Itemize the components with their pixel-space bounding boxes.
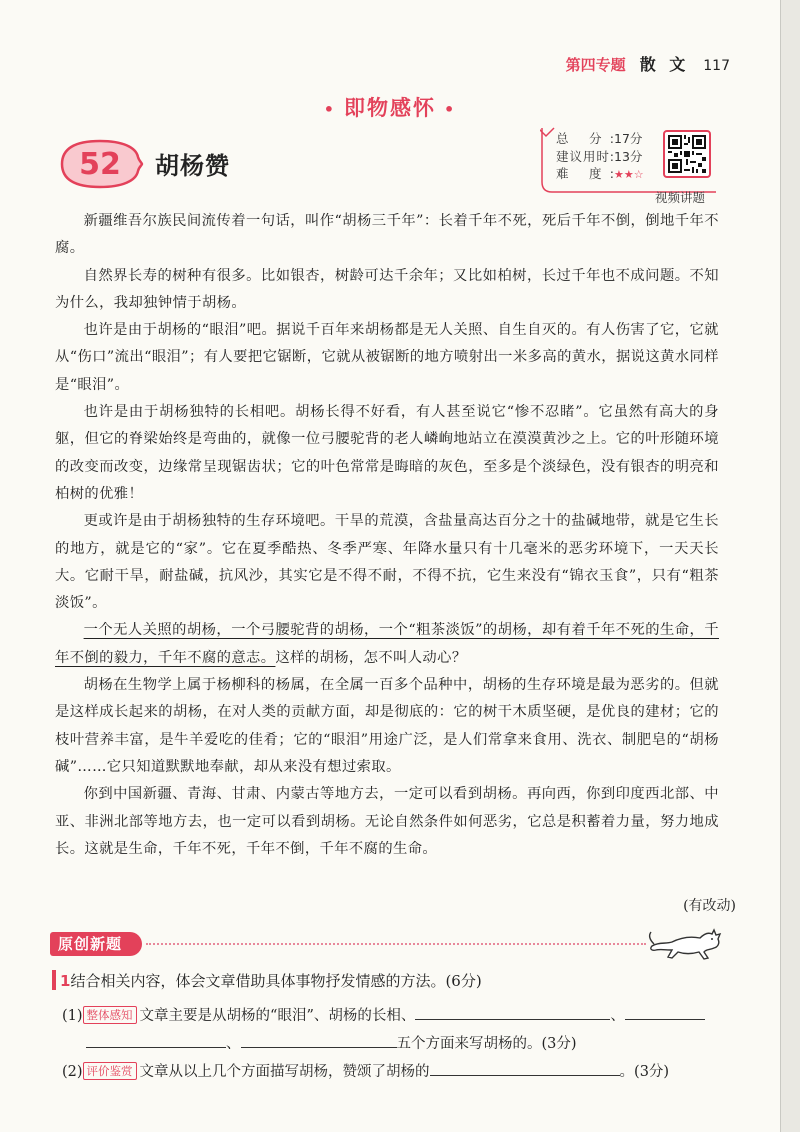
header-section: 散 文 — [639, 55, 690, 74]
running-cat-icon — [646, 922, 726, 964]
answer-blank[interactable] — [430, 1061, 620, 1076]
paragraph — [55, 617, 719, 672]
section-label: 原创新题 — [50, 932, 142, 956]
paragraph: 你到中国新疆、青海、甘肃、内蒙古等地方去，一定可以看到胡杨。再向西，你到印度西北部、中亚、非洲北部等地方去，也一定可以看到胡杨。无论自然条件如何恶劣，它总是积蓄着力量，努力地成长。这就是生命，千年不死，千年不倒，千年不腐的生命。 — [55, 786, 719, 857]
paragraph: 也许是由于胡杨独特的长相吧。胡杨长得不好看，有人甚至说它“惨不忍睹”。它虽然有高大的身躯，但它的脊梁始终是弯曲的，就像一位弓腰驼背的老人嶙峋地站立在漠漠黄沙之上。它的叶形随环境的改变而改变，边缘常呈现锯齿状；它的叶色常常是晦暗的灰色，至多是个淡绿色，没有银杏的明亮和柏树的优雅！ — [55, 404, 719, 502]
page-number: 117 — [703, 58, 730, 74]
question-1 — [60, 970, 482, 991]
difficulty-row — [556, 165, 644, 184]
running-header — [566, 52, 730, 75]
article-body — [55, 208, 719, 863]
section-divider — [146, 943, 646, 945]
lesson-number: 52 — [79, 147, 121, 182]
paragraph: 新疆维吾尔族民间流传着一句话，叫作“胡杨三千年”：长着千年不死，死后千年不倒，倒地千年不腐。 — [55, 213, 719, 257]
skill-tag: 整体感知 — [83, 1006, 137, 1024]
info-list — [556, 130, 644, 184]
sub-question-number: (2) — [62, 1064, 83, 1080]
theme-heading — [0, 92, 780, 122]
paragraph: 胡杨在生物学上属于杨柳科的杨属，在全属一百多个品种中，胡杨的生存环境是最为恶劣的。但就是这样成长起来的胡杨，在对人类的贡献方面，却是彻底的：它的树干木质坚硬，是优良的建材；它的枝叶营养丰富，是牛羊爱吃的佳肴；它的“眼泪”用途广泛，是人们常拿来食用、洗衣、制肥皂的“胡杨碱”……它只知道默默地奉献，却从来没有想过索取。 — [55, 677, 719, 775]
question-stem: 结合相关内容，体会文章借助具体事物抒发情感的方法。(6分) — [70, 972, 482, 990]
suggested-time-label: 建议用时: — [556, 148, 614, 164]
suggested-time-row — [556, 148, 644, 166]
header-topic: 第四专题 — [565, 56, 626, 74]
answer-blank[interactable] — [241, 1033, 397, 1048]
sub-question-text: 。(3分) — [619, 1064, 670, 1080]
paragraph: 也许是由于胡杨的“眼泪”吧。据说千百年来胡杨都是无人关照、自生自灭的。有人伤害了它，它就从“伤口”流出“眼泪”；有人要把它锯断，它就从被锯断的地方喷射出一米多高的黄水，据说这黄水同样是“眼泪”。 — [55, 322, 719, 393]
qr-code-icon — [668, 135, 706, 173]
paragraph-text: 这样的胡杨，怎不叫人动心？ — [275, 649, 467, 666]
skill-tag: 评价鉴赏 — [83, 1062, 137, 1080]
separator: 、 — [226, 1036, 241, 1052]
sub-question-text: 五个方面来写胡杨的。(3分) — [396, 1036, 577, 1052]
question-marker — [52, 970, 56, 990]
total-score-value: 17分 — [614, 131, 643, 146]
bullet-dot-icon: • — [444, 99, 457, 119]
lesson-title: 胡杨赞 — [155, 152, 230, 180]
qr-code-label: 视频讲题 — [655, 190, 706, 205]
answer-blank[interactable] — [86, 1033, 226, 1048]
sub-question-1 — [62, 1004, 705, 1025]
answer-blank[interactable] — [625, 1005, 705, 1020]
source-note: (有改动) — [683, 898, 736, 914]
sub-question-text: 文章从以上几个方面描写胡杨，赞颂了胡杨的 — [139, 1064, 430, 1080]
sub-question-number: (1) — [62, 1008, 83, 1024]
paragraph: 自然界长寿的树种有很多。比如银杏，树龄可达千余年；又比如柏树，长过千年也不成问题。不知为什么，我却独钟情于胡杨。 — [55, 267, 719, 311]
difficulty-label: 难 度: — [556, 166, 614, 181]
book-page-edge — [780, 0, 800, 1132]
sub-question-1-cont — [86, 1032, 577, 1053]
sub-question-2 — [62, 1060, 669, 1081]
qr-code[interactable] — [663, 130, 711, 178]
difficulty-stars: ★★☆ — [614, 168, 644, 181]
paragraph: 更或许是由于胡杨独特的生存环境吧。干旱的荒漠，含盐量高达百分之十的盐碱地带，就是它生长的地方，就是它的“家”。它在夏季酷热、冬季严寒、年降水量只有十几毫米的恶劣环境下，一天天长大。它耐干旱，耐盐碱，抗风沙，其实它是不得不耐，不得不抗，它生来没有“锦衣玉食”，只有“粗茶淡饭”。 — [55, 513, 719, 612]
suggested-time-value: 13分 — [614, 148, 643, 164]
bullet-dot-icon: • — [323, 99, 336, 119]
answer-blank[interactable] — [415, 1005, 610, 1020]
total-score-label: 总 分: — [556, 131, 614, 146]
sub-question-text: 文章主要是从胡杨的“眼泪”、胡杨的长相、 — [139, 1008, 416, 1024]
question-number: 1 — [60, 972, 71, 990]
total-score-row — [556, 130, 644, 148]
underlined-sentence: 一个无人关照的胡杨，一个弓腰驼背的胡杨，一个“粗茶淡饭”的胡杨，却有着千年不死的生命，千年不倒的毅力，千年不腐的意志。 — [55, 622, 719, 666]
separator: 、 — [610, 1008, 625, 1024]
theme-title: 即物感怀 — [344, 96, 436, 120]
